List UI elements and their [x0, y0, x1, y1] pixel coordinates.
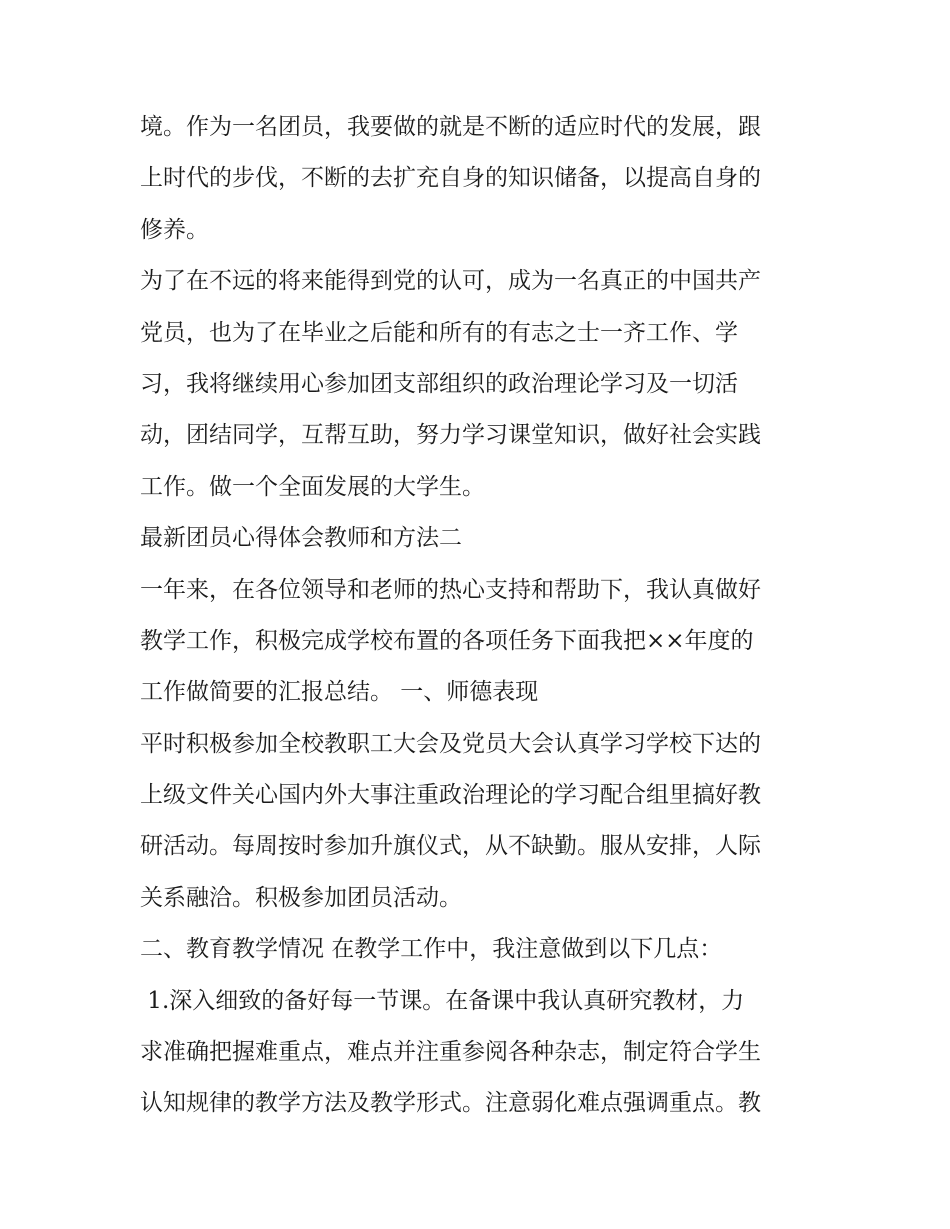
text-line: 平时积极参加全校教职工大会及党员大会认真学习学校下达的 [140, 730, 761, 757]
text-line: 1.深入细致的备好每一节课。在备课中我认真研究教材，力 [140, 987, 745, 1014]
text-line: 工作做简要的汇报总结。 一、师德表现 [140, 679, 539, 706]
text-line: 求准确把握难重点，难点并注重参阅各种杂志，制定符合学生 [140, 1039, 761, 1066]
text-line: 上时代的步伐，不断的去扩充自身的知识储备，以提高自身的 [140, 165, 761, 192]
text-line: 认知规律的教学方法及教学形式。注意弱化难点强调重点。教 [140, 1090, 761, 1117]
text-line: 教学工作，积极完成学校布置的各项任务下面我把××年度的 [140, 627, 754, 654]
document-page [140, 102, 820, 1130]
text-line: 研活动。每周按时参加升旗仪式，从不缺勤。服从安排，人际 [140, 833, 761, 860]
text-line: 党员，也为了在毕业之后能和所有的有志之士一齐工作、学 [140, 319, 738, 346]
text-line: 修养。 [140, 216, 209, 243]
text-line: 动，团结同学，互帮互助，努力学习课堂知识，做好社会实践 [140, 422, 761, 449]
text-line: 为了在不远的将来能得到党的认可，成为一名真正的中国共产 [140, 268, 761, 295]
text-line: 上级文件关心国内外大事注重政治理论的学习配合组里搞好教 [140, 782, 761, 809]
text-line: 关系融洽。积极参加团员活动。 [140, 884, 462, 911]
text-line: 一年来，在各位领导和老师的热心支持和帮助下，我认真做好 [140, 576, 761, 603]
section-heading: 最新团员心得体会教师和方法二 [140, 525, 462, 552]
text-line: 习，我将继续用心参加团支部组织的政治理论学习及一切活 [140, 370, 738, 397]
text-line: 境。作为一名团员，我要做的就是不断的适应时代的发展，跟 [140, 114, 761, 140]
text-line: 工作。做一个全面发展的大学生。 [140, 473, 485, 500]
text-line: 二、教育教学情况 在教学工作中，我注意做到以下几点： [140, 936, 723, 963]
